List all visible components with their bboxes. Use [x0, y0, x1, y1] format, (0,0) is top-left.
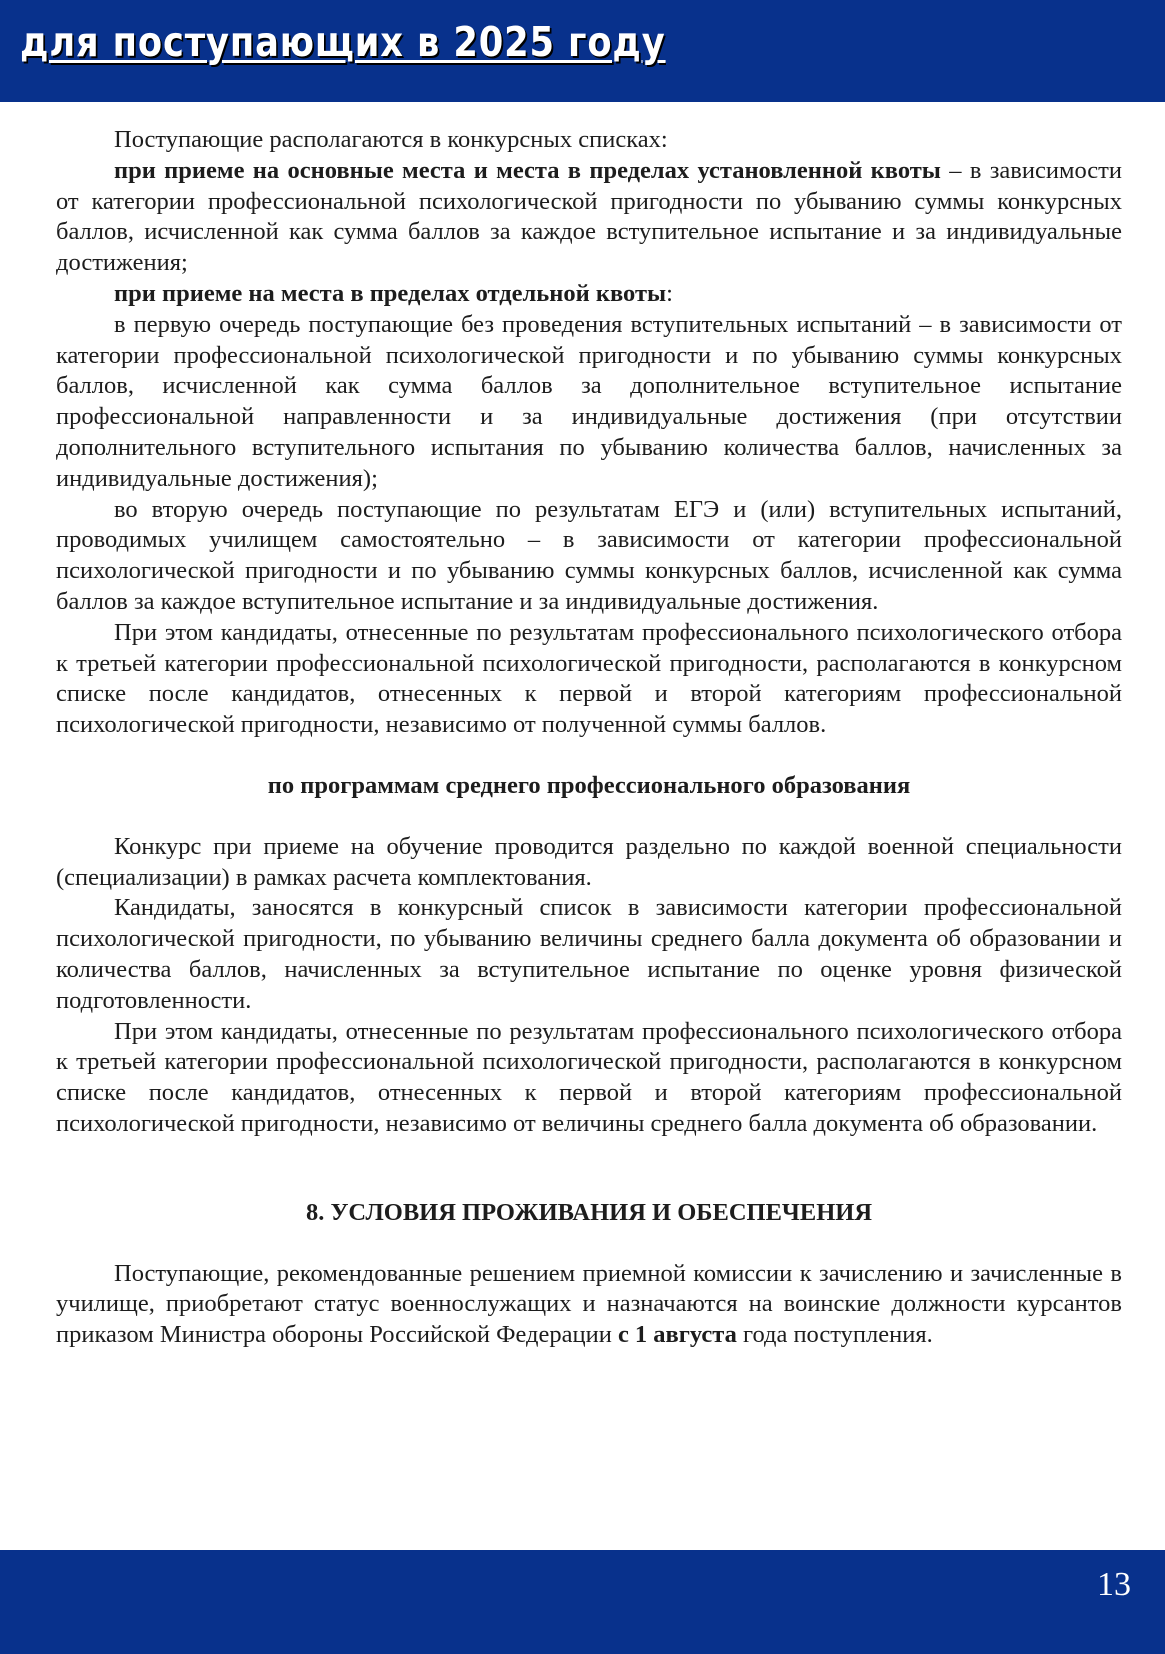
first-priority-paragraph: в первую очередь поступающие без проведения вступительных испытаний – в зависимости от категории профессиональной психологической пригодности и по убыванию суммы конкурсных баллов, исчисленной как сумма баллов за дополнительное вступительное испытание профессиональной направленности и за индивидуальные достижения (при отсутствии дополнительного вступительного испытания по убыванию количества баллов, начисленных за индивидуальные достижения); [56, 310, 1122, 492]
footer-band [0, 1550, 1165, 1654]
header-band [0, 0, 1165, 102]
living-status-paragraph [56, 1259, 1122, 1351]
separate-quota-lead: при приеме на места в пределах отдельной квоты [114, 279, 667, 307]
basic-quota-paragraph [56, 156, 1122, 279]
spo-candidates-paragraph: Кандидаты, заносятся в конкурсный список в зависимости категории профессиональной психологической пригодности, по убыванию величины среднего балла документа об образовании и количества баллов, начисленных за вступительное испытание по оценке уровня физической подготовленности. [56, 894, 1122, 1014]
living-status-text: Поступающие, рекомендованные решением приемной комиссии к зачислению и зачисленные в училище, приобретают статус военнослужащих и назначаются на воинские должности курсантов приказом Министра обороны Российской Федерации [56, 1259, 1122, 1349]
spo-competition-paragraph: Конкурс при приеме на обучение проводится раздельно по каждой военной специальности (специализации) в рамках расчета комплектования. [56, 832, 1122, 891]
third-category-note-spo: При этом кандидаты, отнесенные по результатам профессионального психологического отбора к третьей категории профессиональной психологической пригодности, располагаются в конкурсном списке после кандидатов, отнесенных к первой и второй категориям профессиональной психологической пригодности, независимо от величины среднего балла документа об образовании. [56, 1017, 1122, 1137]
enrollment-date-tail: года поступления. [736, 1321, 933, 1349]
intro-paragraph: Поступающие располагаются в конкурсных списках: [114, 126, 668, 153]
separate-quota-colon: : [666, 279, 673, 307]
basic-quota-lead: при приеме на основные места и места в пределах установленной квоты [114, 156, 941, 184]
spo-heading: по программам среднего профессионального образования [267, 771, 911, 799]
header-title: для поступающих в 2025 году [20, 18, 666, 66]
living-heading: 8. УСЛОВИЯ ПРОЖИВАНИЯ И ОБЕСПЕЧЕНИЯ [305, 1198, 873, 1226]
third-category-note-military: При этом кандидаты, отнесенные по результатам профессионального психологического отбора к третьей категории профессиональной психологической пригодности, располагаются в конкурсном списке после кандидатов, отнесенных к первой и второй категориям профессиональной психологической пригодности, независимо от полученной суммы баллов. [56, 618, 1122, 739]
second-priority-paragraph: во вторую очередь поступающие по результатам ЕГЭ и (или) вступительных испытаний, проводимых училищем самостоятельно – в зависимости от категории профессиональной психологической пригодности и по убыванию суммы конкурсных баллов, исчисленной как сумма баллов за каждое вступительное испытание и за индивидуальные достижения. [56, 495, 1122, 615]
basic-quota-text: – в зависимости от категории профессиональной психологической пригодности по убыванию суммы конкурсных баллов, исчисленной как сумма баллов за каждое вступительное испытание и за индивидуальные достижения; [56, 156, 1122, 277]
separate-quota-paragraph [56, 279, 1122, 310]
page-content [56, 125, 1122, 1351]
page-number: 13 [1097, 1566, 1131, 1603]
enrollment-date: с 1 августа [617, 1321, 737, 1349]
